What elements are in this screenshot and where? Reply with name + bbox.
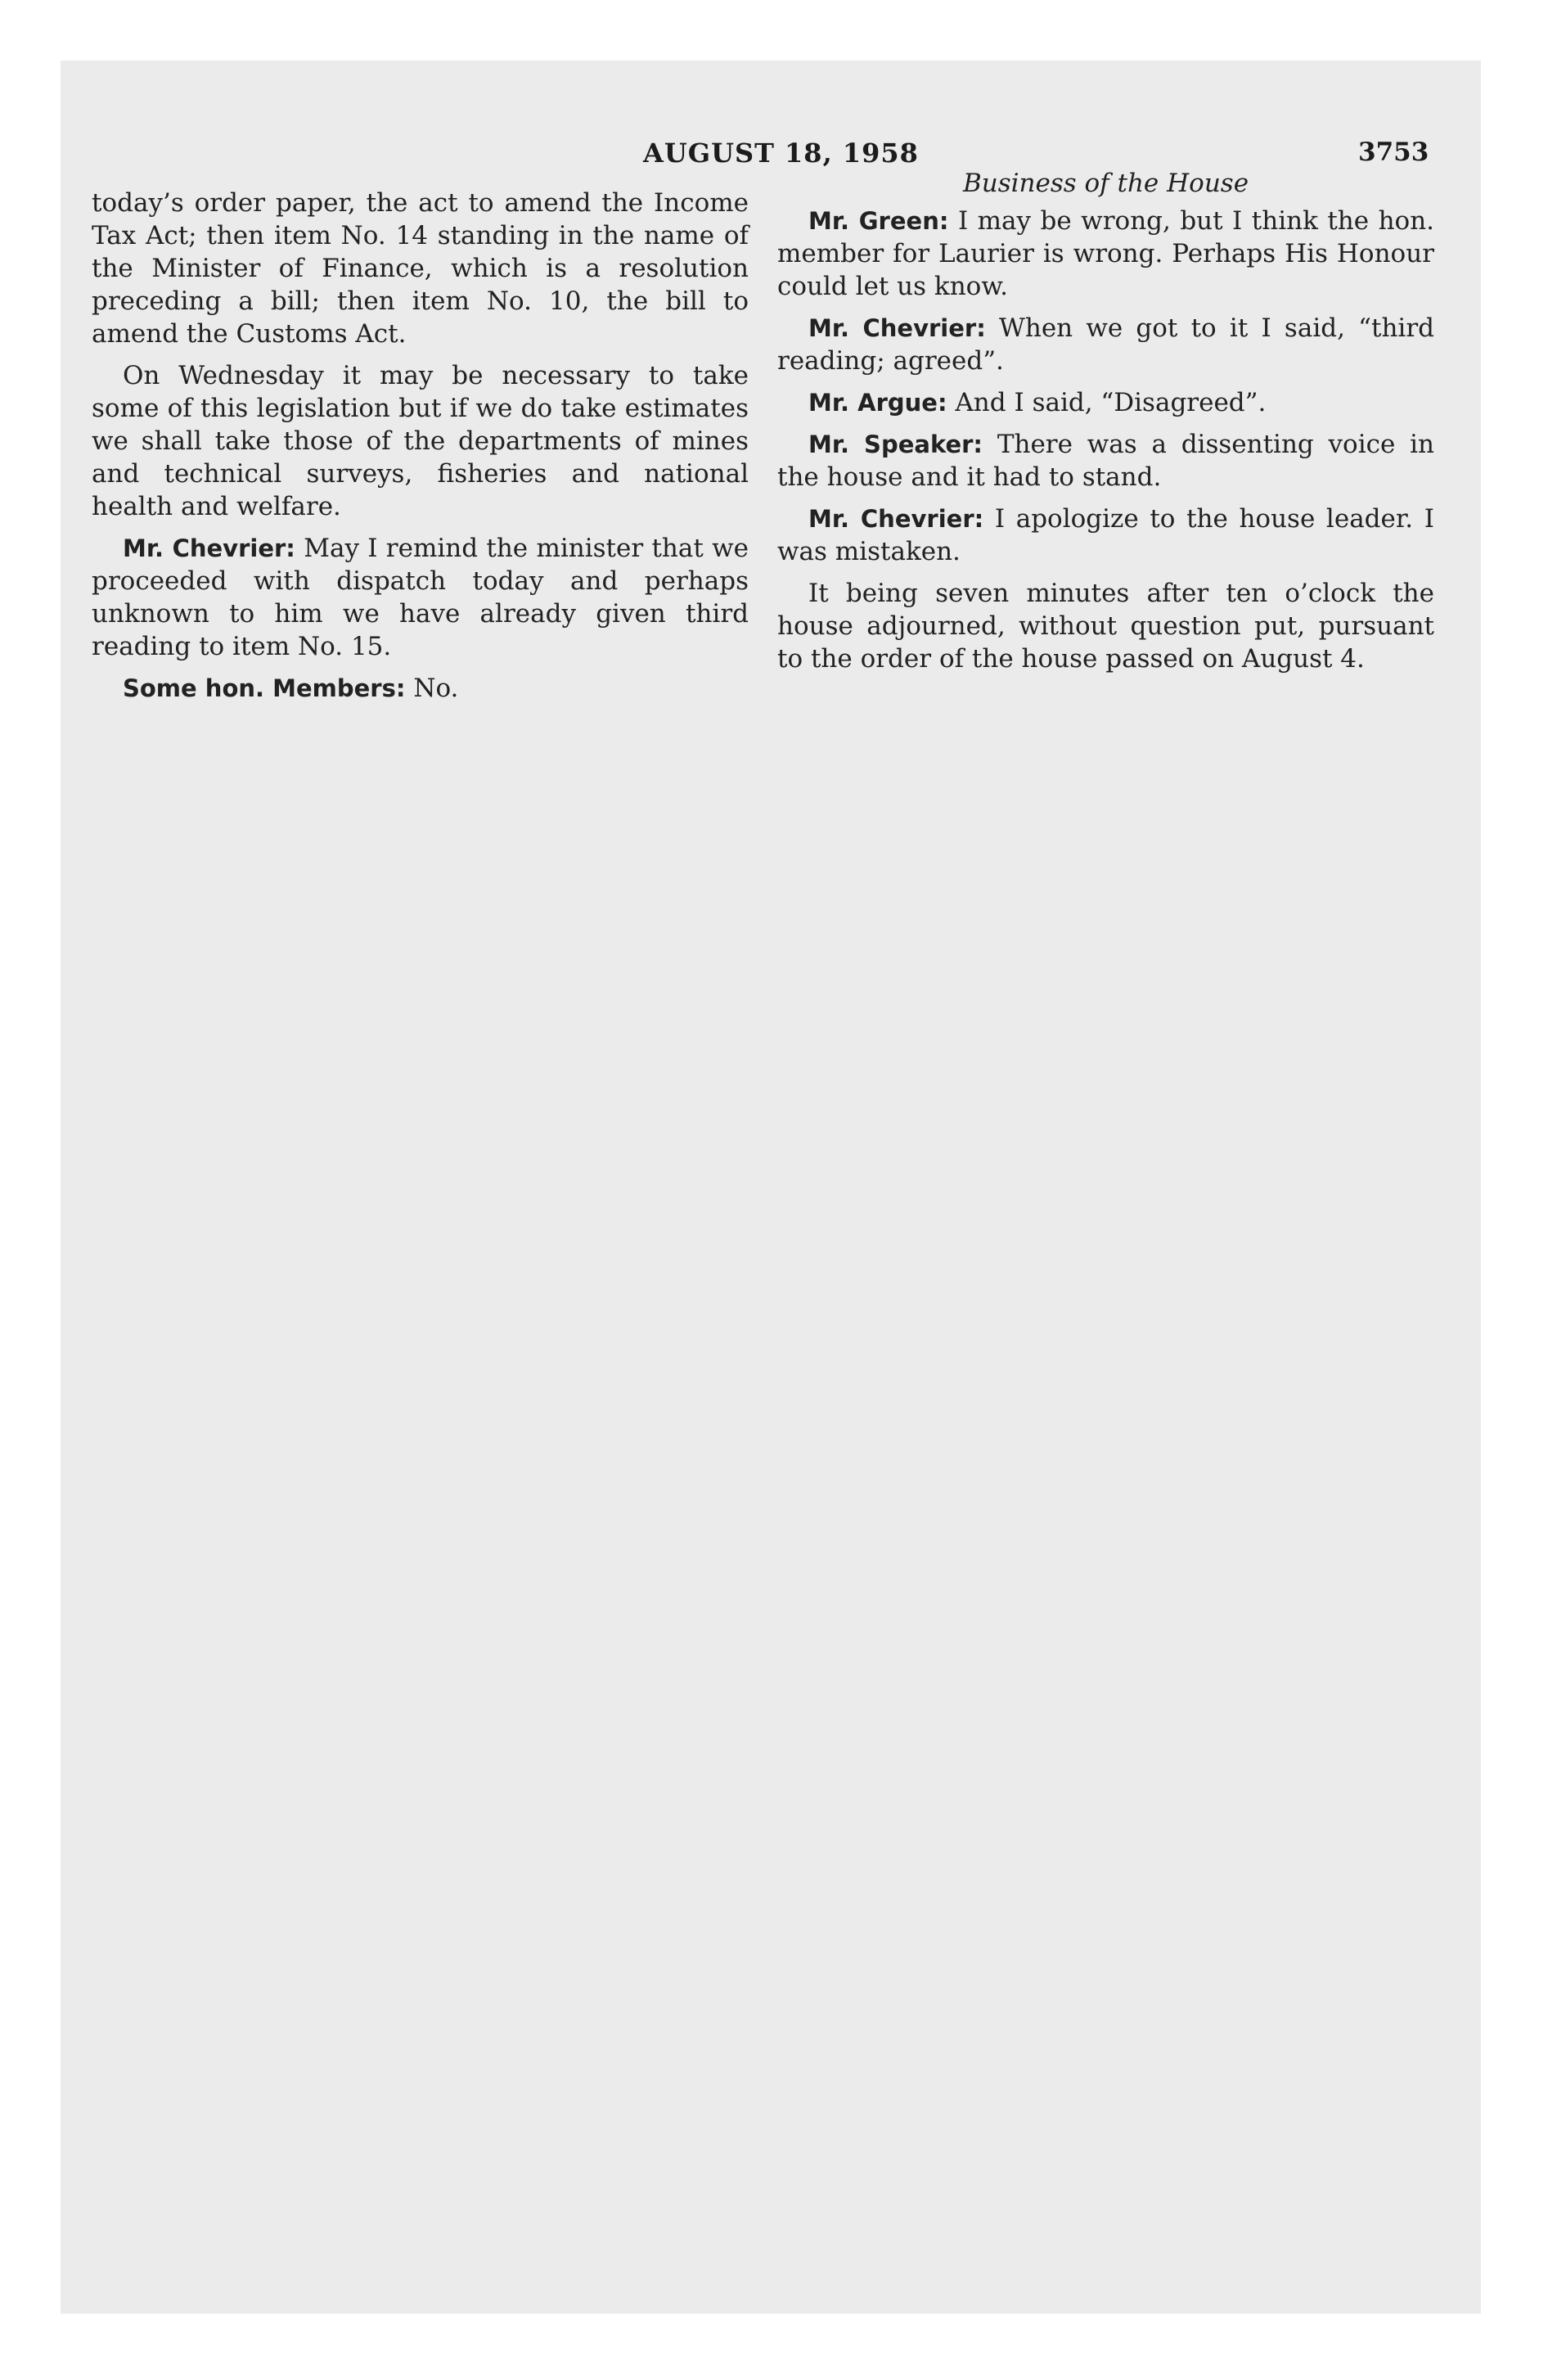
speaker-name: Some hon. Members:	[123, 674, 406, 702]
speech-text: I apologize to the house leader. I was mistaken.	[777, 504, 1434, 566]
speech-paragraph	[92, 532, 749, 663]
speech-text: May I remind the minister that we proceeded with dispatch today and perhaps unknown to him we have already given third reading to item No. 15.	[92, 534, 749, 661]
speaker-name: Mr. Chevrier:	[123, 534, 295, 562]
left-column	[92, 187, 749, 714]
right-column	[777, 187, 1434, 684]
speech-text: No.	[413, 674, 459, 703]
page-number: 3753	[1358, 137, 1429, 167]
speaker-name: Mr. Chevrier:	[808, 505, 984, 533]
speaker-name: Mr. Green:	[808, 207, 949, 235]
speech-text: When we got to it I said, “third reading; agreed”.	[777, 313, 1434, 376]
page-header	[0, 137, 1548, 170]
speech-paragraph	[777, 386, 1434, 419]
speech-paragraph	[777, 428, 1434, 494]
speaker-name: Mr. Chevrier:	[808, 314, 986, 342]
paragraph: today’s order paper, the act to amend the Income Tax Act; then item No. 14 standing in the name of the Minister of Finance, which is a resolution preceding a bill; then item No. 10, the bill to amend the Customs Act.	[92, 188, 749, 349]
paragraph: It being seven minutes after ten o’clock the house adjourned, without question put, pursuant to the order of the house passed on August 4.	[777, 579, 1434, 674]
paragraph: On Wednesday it may be necessary to take some of this legislation but if we do take estimates we shall take those of the departments of mines and technical surveys, fisheries and national health and welfare.	[92, 361, 749, 521]
speech-text: I may be wrong, but I think the hon. member for Laurier is wrong. Perhaps His Honour could let us know.	[777, 206, 1435, 301]
speech-paragraph	[777, 312, 1434, 377]
speech-text: There was a dissenting voice in the house and it had to stand.	[777, 430, 1434, 492]
section-title	[777, 167, 1434, 180]
speaker-name: Mr. Speaker:	[808, 430, 983, 458]
speech-paragraph	[777, 205, 1434, 303]
speaker-name: Mr. Argue:	[808, 389, 947, 417]
header-date: AUGUST 18, 1958	[643, 137, 919, 169]
speech-paragraph	[92, 672, 749, 705]
speech-text: And I said, “Disagreed”.	[955, 388, 1267, 417]
speech-paragraph	[777, 503, 1434, 568]
